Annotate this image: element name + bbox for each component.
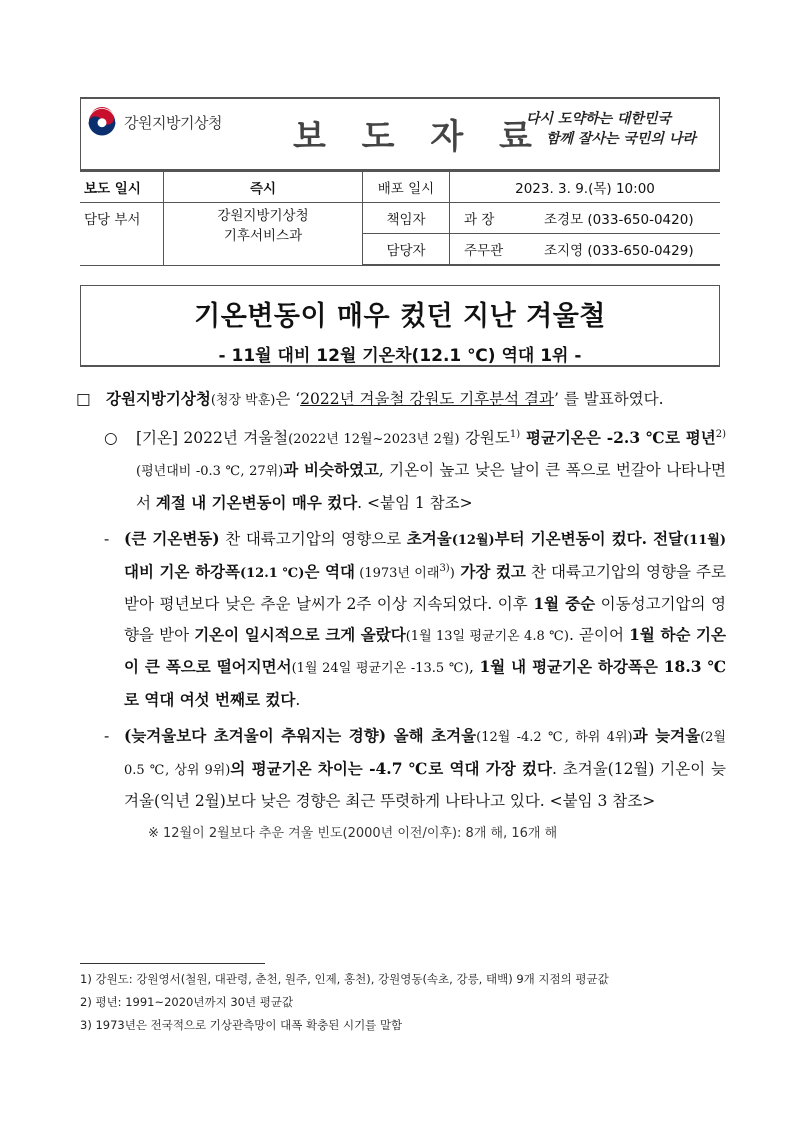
lead-paragraph — [76, 384, 726, 417]
text: 계절 내 기온변동이 매우 컸다 — [155, 492, 358, 512]
text: 찬 대륙고기압의 영향으로 — [219, 530, 407, 548]
text: (12월) — [451, 533, 495, 548]
release-info-table — [80, 170, 720, 266]
text: (큰 기온변동) — [124, 529, 220, 548]
staff-label: 담당자 — [363, 234, 450, 266]
frequency-note: ※ 12월이 2월보다 추운 겨울 빈도(2000년 이전/이후): 8개 해, 16개 해 — [148, 825, 558, 841]
text: [기온] 2022년 겨울철 — [136, 428, 289, 447]
footnote-divider — [80, 963, 265, 964]
text: ’ 를 발표하였다. — [553, 390, 664, 408]
responsible-label: 책임자 — [363, 203, 450, 234]
text: , 기온이 높고 낮은 날이 큰 폭으로 번갈아 나타나면서 — [136, 461, 726, 512]
dept-line-2: 기후서비스과 — [223, 228, 303, 244]
dept-value — [164, 203, 363, 266]
distribution-label: 배포 일시 — [363, 171, 450, 203]
slogan-line-2: 함께 잘사는 국민의 나라 — [546, 131, 696, 147]
footnote-ref: 2) — [715, 428, 727, 440]
org-name: 강원지방기상청 — [124, 113, 222, 132]
text: (1월 24일 평균기온 -13.5 ℃) — [291, 661, 470, 676]
dash-marker: - — [104, 530, 110, 548]
text: ) — [449, 565, 455, 581]
footnote-1: 1) 강원도: 강원영서(철원, 대관령, 춘천, 원주, 인제, 홍천), 강원영동(속초, 강릉, 태백) 9개 지점의 평균값 — [80, 972, 609, 986]
text: 찬 대륙고기압의 영향을 주로 받아 평년보다 낮은 추운 날씨가 2주 이상 지속되었다. 이후 — [124, 562, 726, 613]
text: . — [295, 690, 301, 709]
text: (1973년 이래 — [354, 565, 440, 581]
table-row — [80, 203, 720, 234]
square-bullet-icon: □ — [76, 390, 91, 408]
text: (2022년 12월~2023년 2월) — [288, 431, 460, 447]
text: 1월 내 평균기온 하강폭은 18.3 ℃로 역대 여섯 번째로 컸다 — [124, 657, 727, 709]
text: . <붙임 1 참조> — [357, 493, 473, 512]
text: (11월) — [683, 533, 726, 548]
responsible-contact — [450, 203, 721, 234]
text: . 초겨울(12월) 기온이 늦겨울(익년 2월)보다 낮은 경향은 최근 뚜렷하게 나타나고 있다. <붙임 3 참조> — [124, 759, 727, 810]
text: 과 늦겨울 — [632, 726, 701, 745]
text: (2월 0.5 ℃, 상위 9위) — [124, 730, 726, 778]
text: , — [469, 658, 480, 676]
responsible-role: 과 장 — [464, 212, 495, 228]
text: (1월 13일 평균기온 4.8 ℃) — [405, 628, 569, 644]
text: (청장 박훈) — [210, 393, 276, 408]
text: 평균기온은 -2.3 ℃로 평년 — [520, 427, 716, 447]
responsible-name-phone: 조경모 (033-650-0420) — [544, 212, 694, 228]
staff-contact — [450, 234, 721, 266]
headline-box — [80, 285, 720, 367]
text: 의 평균기온 차이는 -4.7 ℃로 역대 가장 컸다 — [230, 758, 552, 778]
text: (평년대비 -0.3 ℃, 27위) — [136, 464, 284, 479]
text: 기온이 일시적으로 크게 올랐다 — [194, 624, 406, 644]
footnote-ref: 1) — [509, 428, 521, 440]
trend-text — [112, 721, 726, 817]
text: 은 ‘ — [275, 390, 301, 408]
footnote-3: 3) 1973년은 전국적으로 기상관측망이 대폭 확충된 시기를 말함 — [80, 1018, 403, 1032]
press-header — [80, 97, 720, 170]
text: 올해 초겨울 — [386, 726, 477, 745]
staff-role: 주무관 — [464, 243, 504, 259]
text: (늦겨울보다 초겨울이 추워지는 경향) — [124, 726, 387, 745]
table-row — [80, 171, 720, 203]
dept-line-1: 강원지방기상청 — [217, 208, 309, 224]
dept-label: 담당 부서 — [80, 203, 164, 266]
footnote-2: 2) 평년: 1991~2020년까지 30년 평균값 — [80, 995, 294, 1009]
distribution-value: 2023. 3. 9.(목) 10:00 — [450, 171, 721, 203]
circle-bullet-icon: ○ — [104, 428, 118, 447]
footnote-ref: 3) — [439, 562, 450, 574]
release-label: 보도 일시 — [80, 171, 164, 203]
staff-name-phone: 조지영 (033-650-0429) — [544, 243, 694, 259]
sub-title: - 11월 대비 12월 기온차(12.1 ℃) 역대 1위 - — [218, 346, 582, 366]
text: 강원도 — [459, 428, 510, 447]
trend-paragraph — [76, 721, 726, 817]
org-logo — [87, 107, 222, 137]
variation-text — [112, 524, 726, 715]
press-release-heading: 보 도 자 료 — [293, 117, 544, 157]
text: 대비 기온 하강폭 — [124, 561, 240, 581]
document-body — [76, 384, 726, 849]
text: (12월 -4.2 ℃, 하위 4위) — [476, 730, 633, 745]
text: 이동성고기압의 영향을 받아 — [124, 595, 727, 644]
report-title: 2022년 겨울철 강원도 기후분석 결과 — [300, 390, 554, 408]
text: 은 역대 — [304, 561, 355, 581]
text: (12.1 ℃) — [239, 565, 305, 581]
text: 과 비슷하였고 — [283, 460, 379, 479]
slogan-line-1: 다시 도약하는 대한민국 — [526, 111, 671, 127]
main-title: 기온변동이 매우 컸던 지난 겨울철 — [194, 301, 606, 332]
dash-marker: - — [104, 727, 110, 745]
text: 강원지방기상청 — [106, 389, 211, 408]
text: 가장 컸고 — [454, 561, 526, 581]
footnotes — [80, 968, 740, 1037]
text: 초겨울 — [406, 529, 452, 548]
text: 부터 기온변동이 컸다. 전달 — [494, 529, 684, 548]
variation-paragraph — [76, 524, 726, 715]
temperature-text — [106, 423, 726, 519]
text: . 곧이어 — [568, 625, 630, 644]
temperature-paragraph — [76, 423, 726, 519]
slogan — [526, 109, 696, 149]
release-value: 즉시 — [164, 171, 363, 203]
taegeuk-logo-icon — [87, 107, 117, 137]
text: 1월 하순 기온이 큰 폭으로 떨어지면서 — [124, 624, 726, 676]
text: 1월 중순 — [533, 594, 596, 613]
